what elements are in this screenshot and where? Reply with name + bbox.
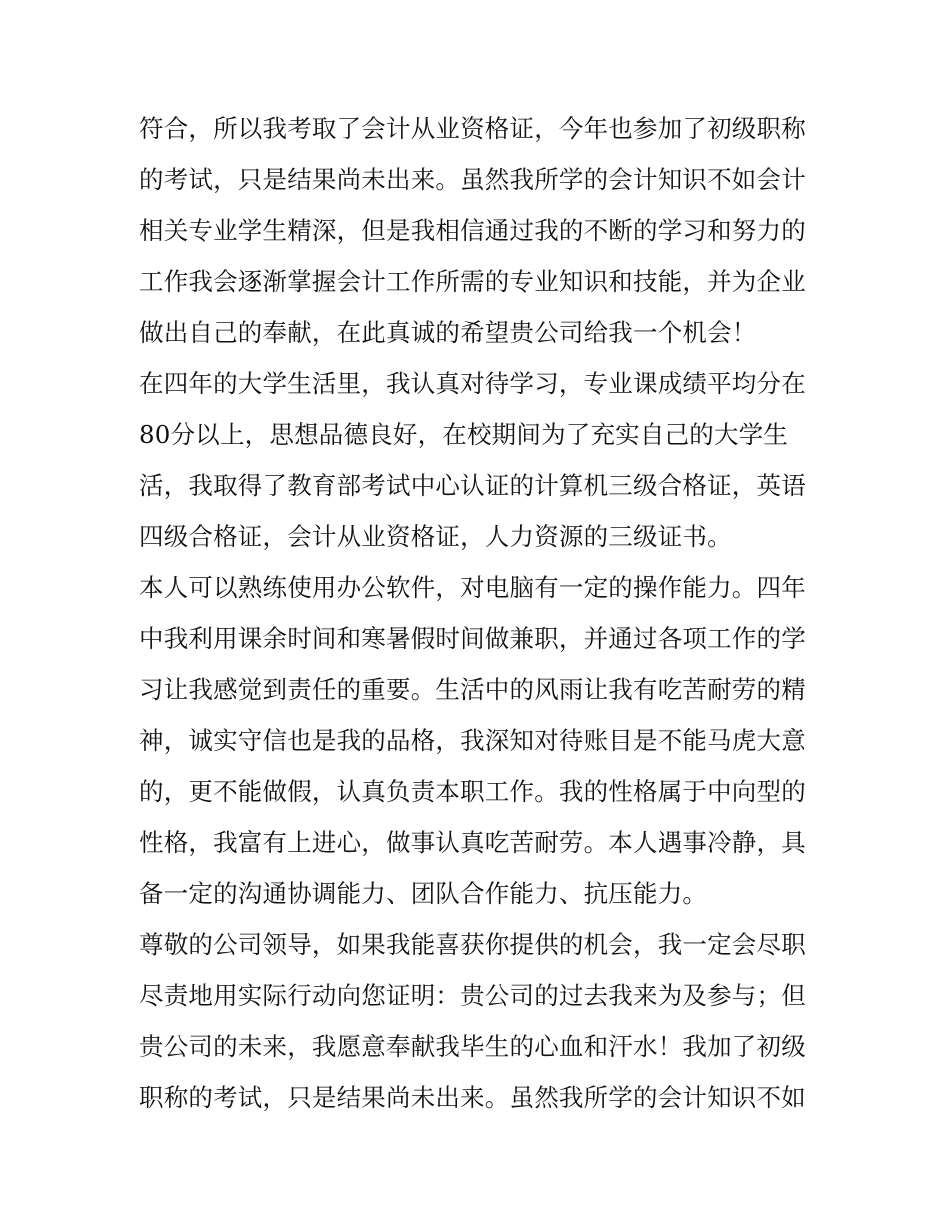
paragraph-4: 尊敬的公司领导，如果我能喜获你提供的机会，我一定会尽职尽责地用实际行动向您证明：贵公司的过去我来为及参与；但贵公司的未来，我愿意奉献我毕生的心血和汗水！我加了初级职称的考试，只是结果尚未出来。虽然我所学的会计知识不如 [139,930,806,1112]
document-body [139,103,814,1123]
paragraph-2: 在四年的大学生活里，我认真对待学习，专业课成绩平均分在80分以上，思想品德良好，在校期间为了充实自己的大学生活，我取得了教育部考试中心认证的计算机三级合格证，英语四级合格证，会计从业资格证，人力资源的三级证书。 [139,369,806,551]
paragraph-1: 符合，所以我考取了会计从业资格证，今年也参加了初级职称的考试，只是结果尚未出来。虽然我所学的会计知识不如会计相关专业学生精深，但是我相信通过我的不断的学习和努力的工作我会逐渐掌握会计工作所需的专业知识和技能，并为企业做出自己的奉献，在此真诚的希望贵公司给我一个机会！ [139,114,806,347]
paragraph-3: 本人可以熟练使用办公软件，对电脑有一定的操作能力。四年中我利用课余时间和寒暑假时间做兼职，并通过各项工作的学习让我感觉到责任的重要。生活中的风雨让我有吃苦耐劳的精神，诚实守信也是我的品格，我深知对待账目是不能马虎大意的，更不能做假，认真负责本职工作。我的性格属于中向型的性格，我富有上进心，做事认真吃苦耐劳。本人遇事冷静，具备一定的沟通协调能力、团队合作能力、抗压能力。 [139,573,806,908]
